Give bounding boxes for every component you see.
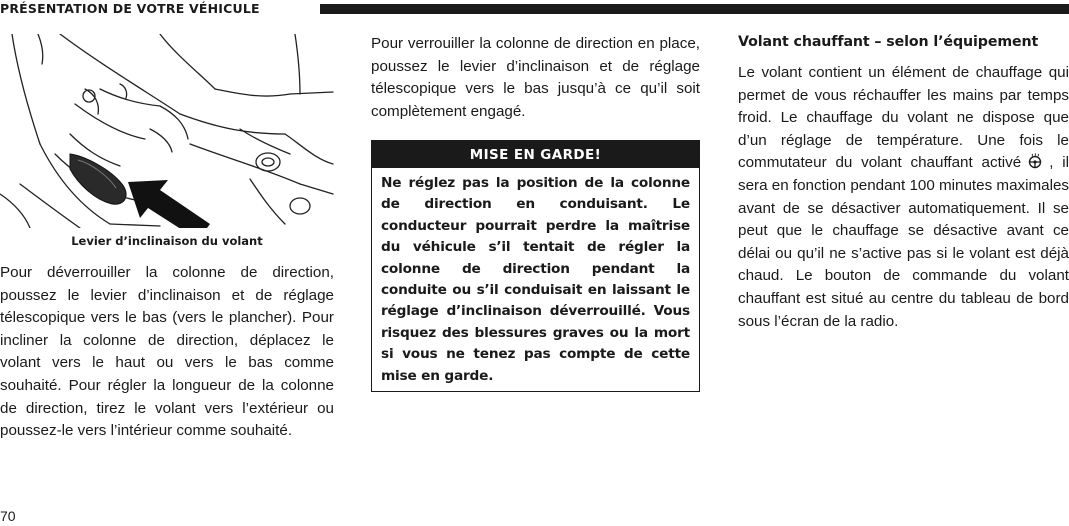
- unlock-column-paragraph: Pour déverrouiller la colonne de direction, poussez le levier d’inclinaison et de réglage télescopique vers le bas (vers le plancher). Pour incliner la colonne de direction, déplacez le volant vers le haut ou vers le bas comme souhaité. Pour régler la longueur de la colonne de direction, tirez le volant vers l’extérieur ou poussez-le vers l’intérieur comme souhaité.: [0, 264, 334, 440]
- figure-caption: Levier d’inclinaison du volant: [71, 234, 263, 248]
- heated-wheel-text-part2: , il sera en fonction pendant 100 minutes maximales avant de se désactiver automatiquement. Il se peut que le chauffage se désactive avant ce délai ou qu’il ne s’active pas si le volant est déjà chaud. Le bouton de commande du volant chauffant est situé au centre du tableau de bord sous l’écran de la radio.: [738, 154, 1069, 330]
- heated-wheel-text-part1: Le volant contient un élément de chauffage qui permet de vous réchauffer les mains par temps froid. Le chauffage du volant ne dispose que d’un réglage de température. Une fois le commutateur du volant chauffant activé: [738, 64, 1069, 172]
- heated-wheel-section-title: Volant chauffant – selon l’équipement: [738, 34, 1039, 50]
- warning-text: Ne réglez pas la position de la colonne de direction en conduisant. Le conducteur pourrait perdre la maîtrise du véhicule s’il tentait de régler la colonne de direction pendant la conduite ou s’il conduisait en laissant le réglage d’inclinaison déverrouillé. Vous risquez des blessures graves ou la mort si vous ne tenez pas compte de cette mise en garde.: [381, 175, 690, 384]
- page-number: 70: [0, 508, 16, 524]
- steering-column-lever-illustration: [0, 34, 334, 228]
- steering-lever-figure: [0, 34, 334, 228]
- heated-wheel-paragraph: [738, 62, 1069, 333]
- warning-box: [371, 140, 700, 392]
- header-rule: [320, 4, 1069, 14]
- section-header-title: PRÉSENTATION DE VOTRE VÉHICULE: [0, 1, 260, 16]
- lock-column-paragraph: Pour verrouiller la colonne de direction en place, poussez le levier d’inclinaison et de réglage télescopique vers le bas jusqu’à ce qu’il soit complètement engagé.: [371, 35, 700, 120]
- warning-title: MISE EN GARDE!: [372, 141, 699, 168]
- heated-steering-wheel-icon: [1025, 153, 1045, 169]
- page-header: [0, 0, 1069, 19]
